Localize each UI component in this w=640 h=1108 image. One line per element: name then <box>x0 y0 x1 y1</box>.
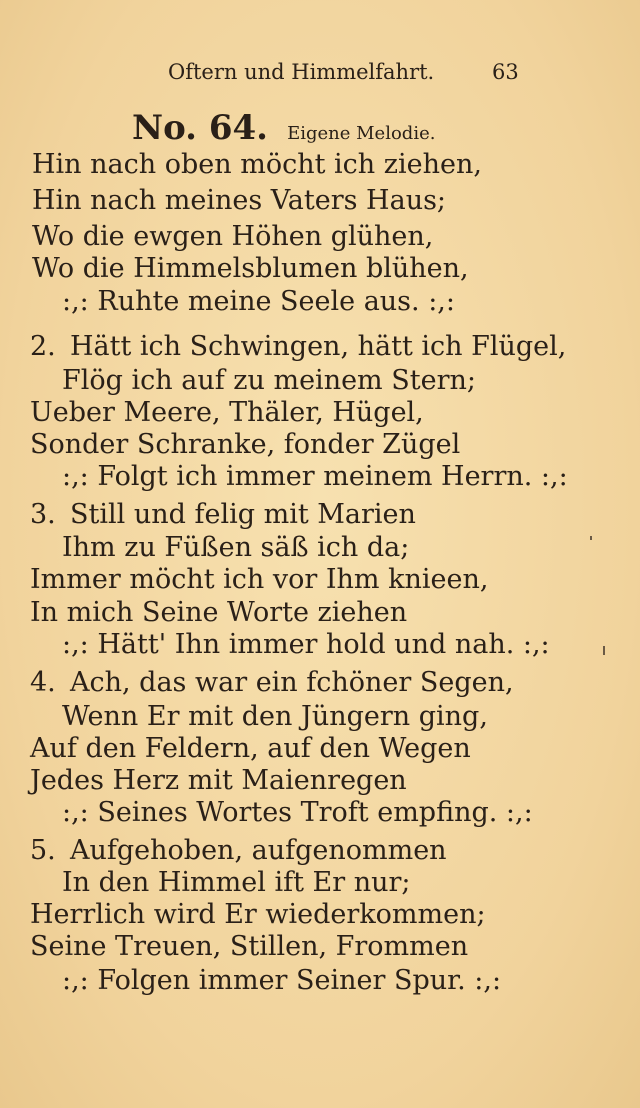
verse-3-line-3: Immer möcht ich vor Ihm knieen, <box>30 564 489 595</box>
verse-3-line-4: In mich Seine Worte ziehen <box>30 597 408 628</box>
page-number: 63 <box>492 60 519 84</box>
section-title: Oftern und Himmelfahrt. <box>168 60 435 84</box>
verse-4-line-1 <box>30 666 514 700</box>
verse-5-line-4: Seine Treuen, Stillen, Frommen <box>30 931 469 962</box>
verse-3-number: 3. <box>30 499 56 530</box>
verse-4-line-1-text: Ach, das war ein fchöner Segen, <box>70 667 514 698</box>
hymn-melody: Eigene Melodie. <box>287 123 436 144</box>
verse-1-line-3: Wo die ewgen Höhen glühen, <box>32 221 434 252</box>
margin-speck <box>603 646 605 655</box>
verse-4-line-2: Wenn Er mit den Jüngern ging, <box>62 701 488 732</box>
verse-5-line-2: In den Himmel ift Er nur; <box>62 867 411 898</box>
verse-2-line-1-text: Hätt ich Schwingen, hätt ich Flügel, <box>70 331 567 362</box>
verse-4-line-3: Auf den Feldern, auf den Wegen <box>30 733 471 764</box>
verse-1-line-2: Hin nach meines Vaters Haus; <box>32 185 447 216</box>
verse-3-line-2: Ihm zu Füßen säß ich da; <box>62 532 410 563</box>
verse-4-number: 4. <box>30 667 56 698</box>
hymn-number: No. 64. <box>132 108 268 148</box>
verse-4-line-4: Jedes Herz mit Maienregen <box>30 765 407 796</box>
verse-1-line-5: :,: Ruhte meine Seele aus. :,: <box>62 286 455 317</box>
running-header <box>0 60 640 90</box>
verse-3-line-1-text: Still und felig mit Marien <box>70 499 416 530</box>
verse-3-line-5: :,: Hätt' Ihn immer hold und nah. :,: <box>62 629 550 660</box>
verse-2-line-4: Sonder Schranke, fonder Zügel <box>30 429 461 460</box>
margin-speck <box>590 536 592 540</box>
verse-1-line-4: Wo die Himmelsblumen blühen, <box>32 253 469 284</box>
verse-5-line-3: Herrlich wird Er wiederkommen; <box>30 899 486 930</box>
verse-5-line-1 <box>30 834 447 868</box>
verse-5-line-5: :,: Folgen immer Seiner Spur. :,: <box>62 965 502 996</box>
verse-1-line-1: Hin nach oben möcht ich ziehen, <box>32 149 482 180</box>
verse-2-line-1 <box>30 330 566 364</box>
verse-2-line-2: Flög ich auf zu meinem Stern; <box>62 365 476 396</box>
verse-2-number: 2. <box>30 331 56 362</box>
hymn-heading <box>132 108 435 150</box>
verse-2-line-3: Ueber Meere, Thäler, Hügel, <box>30 397 424 428</box>
verse-5-line-1-text: Aufgehoben, aufgenommen <box>70 835 447 866</box>
verse-4-line-5: :,: Seines Wortes Troft empfing. :,: <box>62 797 533 828</box>
verse-5-number: 5. <box>30 835 56 866</box>
verse-3-line-1 <box>30 498 416 532</box>
verse-2-line-5: :,: Folgt ich immer meinem Herrn. :,: <box>62 461 568 492</box>
